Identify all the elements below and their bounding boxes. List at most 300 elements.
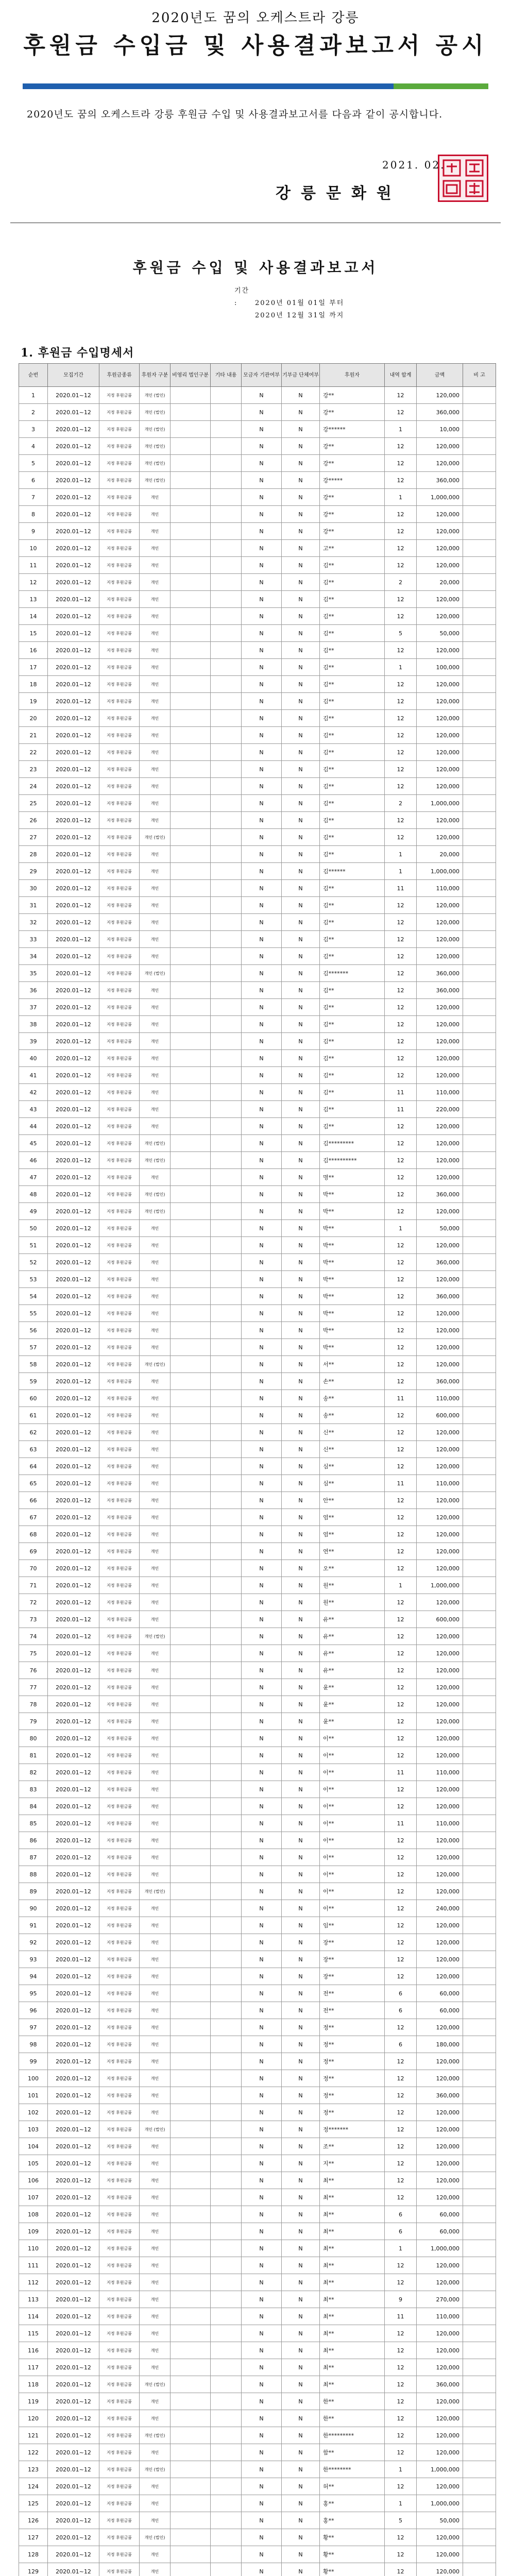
cell-donor: 강** <box>320 387 385 404</box>
cell-donor-kind: 개인 <box>140 2036 171 2053</box>
table-row <box>19 659 496 676</box>
cell-fundraiser: N <box>242 863 282 880</box>
cell-org-flag: N <box>282 2546 320 2563</box>
cell-donor-kind: 개인 <box>140 761 171 778</box>
cell-fundraiser: N <box>242 1407 282 1424</box>
cell-type: 지정 후원금품 <box>99 1849 140 1866</box>
cell-type: 지정 후원금품 <box>99 761 140 778</box>
cell-fundraiser: N <box>242 2087 282 2104</box>
cell-donor: 최** <box>320 2325 385 2342</box>
cell-count: 12 <box>385 727 417 744</box>
cell-count: 12 <box>385 1271 417 1288</box>
cell-nonprofit <box>171 948 211 965</box>
cell-donor-kind: 개인 <box>140 1305 171 1322</box>
cell-type: 지정 후원금품 <box>99 557 140 574</box>
cell-count: 1 <box>385 846 417 863</box>
cell-period: 2020.01~12 <box>48 914 99 931</box>
cell-org-flag: N <box>282 1662 320 1679</box>
cell-period: 2020.01~12 <box>48 1730 99 1747</box>
cell-index: 106 <box>19 2172 48 2189</box>
cell-type: 지정 후원금품 <box>99 2138 140 2155</box>
cell-amount: 120,000 <box>417 1696 463 1713</box>
cell-donor-kind: 개인 <box>140 2138 171 2155</box>
cell-org-flag: N <box>282 2274 320 2291</box>
cell-note <box>463 1050 496 1067</box>
cell-amount: 120,000 <box>417 2070 463 2087</box>
cell-org-flag: N <box>282 1203 320 1220</box>
cell-note <box>463 1611 496 1628</box>
cell-fundraiser: N <box>242 591 282 608</box>
cell-donor: 최** <box>320 2206 385 2223</box>
cell-donor: 박** <box>320 1186 385 1203</box>
cell-org-flag: N <box>282 1288 320 1305</box>
cell-fundraiser: N <box>242 1543 282 1560</box>
cell-index: 79 <box>19 1713 48 1730</box>
cell-note <box>463 897 496 914</box>
cell-period: 2020.01~12 <box>48 982 99 999</box>
cell-type: 지정 후원금품 <box>99 829 140 846</box>
cell-other <box>211 2308 242 2325</box>
cell-index: 123 <box>19 2461 48 2478</box>
cell-type: 지정 후원금품 <box>99 1577 140 1594</box>
cell-amount: 120,000 <box>417 1169 463 1186</box>
cell-index: 53 <box>19 1271 48 1288</box>
cell-period: 2020.01~12 <box>48 1033 99 1050</box>
cell-amount: 110,000 <box>417 1815 463 1832</box>
cell-donor: 서** <box>320 1356 385 1373</box>
table-row <box>19 2002 496 2019</box>
cell-note <box>463 2325 496 2342</box>
cell-note <box>463 914 496 931</box>
cell-amount: 120,000 <box>417 1458 463 1475</box>
cell-type: 지정 후원금품 <box>99 2410 140 2427</box>
cell-note <box>463 1679 496 1696</box>
cell-count: 6 <box>385 2206 417 2223</box>
cell-period: 2020.01~12 <box>48 1050 99 1067</box>
cell-org-flag: N <box>282 642 320 659</box>
cell-org-flag: N <box>282 1407 320 1424</box>
cell-fundraiser: N <box>242 1373 282 1390</box>
cell-donor: 김** <box>320 982 385 999</box>
cell-org-flag: N <box>282 472 320 489</box>
cell-fundraiser: N <box>242 2274 282 2291</box>
cell-count: 12 <box>385 1662 417 1679</box>
cell-donor-kind: 개인 (법인) <box>140 965 171 982</box>
cell-count: 1 <box>385 2240 417 2257</box>
cell-other <box>211 982 242 999</box>
cell-fundraiser: N <box>242 2155 282 2172</box>
cell-nonprofit <box>171 2563 211 2576</box>
table-row <box>19 1067 496 1084</box>
cell-fundraiser: N <box>242 795 282 812</box>
cell-index: 13 <box>19 591 48 608</box>
table-row <box>19 1288 496 1305</box>
cell-type: 지정 후원금품 <box>99 1713 140 1730</box>
cell-index: 57 <box>19 1339 48 1356</box>
cell-other <box>211 1934 242 1951</box>
cell-note <box>463 523 496 540</box>
cell-type: 지정 후원금품 <box>99 1220 140 1237</box>
cell-nonprofit <box>171 1441 211 1458</box>
cell-count: 12 <box>385 761 417 778</box>
cell-amount: 120,000 <box>417 1713 463 1730</box>
cell-donor-kind: 개인 <box>140 999 171 1016</box>
cell-org-flag: N <box>282 2155 320 2172</box>
cell-nonprofit <box>171 1679 211 1696</box>
cell-type: 지정 후원금품 <box>99 1815 140 1832</box>
cell-donor-kind: 개인 <box>140 1033 171 1050</box>
cell-type: 지정 후원금품 <box>99 863 140 880</box>
cell-period: 2020.01~12 <box>48 2189 99 2206</box>
cell-donor-kind: 개인 <box>140 1951 171 1968</box>
cell-fundraiser: N <box>242 1254 282 1271</box>
cell-donor: 정******* <box>320 2121 385 2138</box>
cell-index: 72 <box>19 1594 48 1611</box>
cell-other <box>211 1050 242 1067</box>
cell-nonprofit <box>171 1050 211 1067</box>
table-row <box>19 404 496 421</box>
cell-other <box>211 1526 242 1543</box>
cell-amount: 120,000 <box>417 438 463 455</box>
table-row <box>19 1254 496 1271</box>
cell-index: 20 <box>19 710 48 727</box>
cell-donor: 김** <box>320 1118 385 1135</box>
cell-other <box>211 1169 242 1186</box>
cell-other <box>211 574 242 591</box>
cell-amount: 120,000 <box>417 2053 463 2070</box>
cell-type: 지정 후원금품 <box>99 1611 140 1628</box>
cell-count: 12 <box>385 1832 417 1849</box>
cell-org-flag: N <box>282 2291 320 2308</box>
cell-fundraiser: N <box>242 2512 282 2529</box>
cell-type: 지정 후원금품 <box>99 523 140 540</box>
cell-index: 117 <box>19 2359 48 2376</box>
cell-amount: 120,000 <box>417 812 463 829</box>
cell-fundraiser: N <box>242 2444 282 2461</box>
cell-note <box>463 2376 496 2393</box>
cell-amount: 120,000 <box>417 387 463 404</box>
cell-count: 12 <box>385 1900 417 1917</box>
cell-donor-kind: 개인 <box>140 2206 171 2223</box>
cell-fundraiser: N <box>242 2019 282 2036</box>
cell-index: 105 <box>19 2155 48 2172</box>
cell-note <box>463 710 496 727</box>
cell-type: 지정 후원금품 <box>99 1424 140 1441</box>
cell-donor: 이** <box>320 1849 385 1866</box>
cell-type: 지정 후원금품 <box>99 1067 140 1084</box>
cell-index: 87 <box>19 1849 48 1866</box>
cell-count: 12 <box>385 1339 417 1356</box>
cell-type: 지정 후원금품 <box>99 1288 140 1305</box>
cell-donor: 김********* <box>320 1135 385 1152</box>
cell-period: 2020.01~12 <box>48 1781 99 1798</box>
cell-nonprofit <box>171 1084 211 1101</box>
cell-donor: 신** <box>320 1424 385 1441</box>
cell-count: 12 <box>385 2325 417 2342</box>
cell-amount: 120,000 <box>417 455 463 472</box>
cell-fundraiser: N <box>242 2359 282 2376</box>
cell-nonprofit <box>171 880 211 897</box>
cell-type: 지정 후원금품 <box>99 846 140 863</box>
cell-nonprofit <box>171 829 211 846</box>
cell-donor-kind: 개인 <box>140 2104 171 2121</box>
cell-period: 2020.01~12 <box>48 863 99 880</box>
cell-count: 1 <box>385 489 417 506</box>
cell-nonprofit <box>171 1696 211 1713</box>
cell-fundraiser: N <box>242 2376 282 2393</box>
cell-note <box>463 2512 496 2529</box>
cell-period: 2020.01~12 <box>48 1305 99 1322</box>
cell-type: 지정 후원금품 <box>99 1832 140 1849</box>
cell-nonprofit <box>171 999 211 1016</box>
cell-donor: 김** <box>320 744 385 761</box>
table-row <box>19 2240 496 2257</box>
cell-other <box>211 1781 242 1798</box>
cell-type: 지정 후원금품 <box>99 1730 140 1747</box>
cell-period: 2020.01~12 <box>48 2427 99 2444</box>
cell-type: 지정 후원금품 <box>99 897 140 914</box>
table-row <box>19 1118 496 1135</box>
cell-index: 28 <box>19 846 48 863</box>
cell-donor: 윤** <box>320 1696 385 1713</box>
table-row <box>19 2087 496 2104</box>
cell-nonprofit <box>171 1730 211 1747</box>
cell-type: 지정 후원금품 <box>99 1934 140 1951</box>
cell-type: 지정 후원금품 <box>99 1696 140 1713</box>
cell-other <box>211 2121 242 2138</box>
cell-nonprofit <box>171 591 211 608</box>
cell-fundraiser: N <box>242 1985 282 2002</box>
cell-amount: 110,000 <box>417 1475 463 1492</box>
cell-donor: 박** <box>320 1220 385 1237</box>
cell-org-flag: N <box>282 2036 320 2053</box>
cell-amount: 120,000 <box>417 1781 463 1798</box>
cell-count: 12 <box>385 2546 417 2563</box>
cell-index: 46 <box>19 1152 48 1169</box>
cell-donor: 정** <box>320 2053 385 2070</box>
cell-note <box>463 2189 496 2206</box>
notice-date: 2021. 02. <box>382 159 446 171</box>
cell-type: 지정 후원금품 <box>99 1237 140 1254</box>
cell-note <box>463 2546 496 2563</box>
table-row <box>19 982 496 999</box>
cell-other <box>211 2359 242 2376</box>
cell-donor: 이** <box>320 1798 385 1815</box>
cell-nonprofit <box>171 625 211 642</box>
cell-donor-kind: 개인 <box>140 557 171 574</box>
cell-donor-kind: 개인 (법인) <box>140 472 171 489</box>
cell-other <box>211 1407 242 1424</box>
cell-amount: 1,000,000 <box>417 2240 463 2257</box>
cell-other <box>211 2240 242 2257</box>
cell-org-flag: N <box>282 1339 320 1356</box>
cell-other <box>211 744 242 761</box>
table-row <box>19 2563 496 2576</box>
cell-period: 2020.01~12 <box>48 1135 99 1152</box>
cell-note <box>463 1696 496 1713</box>
cell-type: 지정 후원금품 <box>99 455 140 472</box>
cell-period: 2020.01~12 <box>48 1152 99 1169</box>
cell-count: 12 <box>385 1679 417 1696</box>
cell-nonprofit <box>171 1135 211 1152</box>
cell-period: 2020.01~12 <box>48 1203 99 1220</box>
cell-nonprofit <box>171 727 211 744</box>
cell-amount: 120,000 <box>417 1016 463 1033</box>
cell-period: 2020.01~12 <box>48 1798 99 1815</box>
cell-org-flag: N <box>282 1475 320 1492</box>
cell-note <box>463 2529 496 2546</box>
cell-other <box>211 421 242 438</box>
table-row <box>19 523 496 540</box>
cell-nonprofit <box>171 676 211 693</box>
cell-nonprofit <box>171 608 211 625</box>
cell-donor: 최** <box>320 2189 385 2206</box>
cell-nonprofit <box>171 1832 211 1849</box>
cell-org-flag: N <box>282 1322 320 1339</box>
cell-index: 80 <box>19 1730 48 1747</box>
cell-amount: 120,000 <box>417 557 463 574</box>
cell-index: 71 <box>19 1577 48 1594</box>
cell-type: 지정 후원금품 <box>99 1985 140 2002</box>
organization-name: 강릉문화원 <box>276 184 402 202</box>
cell-count: 12 <box>385 1033 417 1050</box>
cell-other <box>211 625 242 642</box>
cell-org-flag: N <box>282 1577 320 1594</box>
cell-type: 지정 후원금품 <box>99 489 140 506</box>
cell-type: 지정 후원금품 <box>99 727 140 744</box>
cell-count: 1 <box>385 863 417 880</box>
cell-donor-kind: 개인 <box>140 2444 171 2461</box>
cell-donor-kind: 개인 <box>140 1084 171 1101</box>
cell-count: 12 <box>385 914 417 931</box>
table-row <box>19 1611 496 1628</box>
cell-note <box>463 1968 496 1985</box>
table-row <box>19 880 496 897</box>
cell-other <box>211 1747 242 1764</box>
cell-org-flag: N <box>282 2325 320 2342</box>
cell-org-flag: N <box>282 1900 320 1917</box>
cell-count: 12 <box>385 999 417 1016</box>
cell-count: 12 <box>385 523 417 540</box>
cell-count: 12 <box>385 1458 417 1475</box>
table-row <box>19 1900 496 1917</box>
cell-nonprofit <box>171 1815 211 1832</box>
cell-nonprofit <box>171 2172 211 2189</box>
cell-donor: 최** <box>320 2359 385 2376</box>
cell-period: 2020.01~12 <box>48 387 99 404</box>
cell-donor-kind: 개인 (법인) <box>140 2529 171 2546</box>
cell-donor-kind: 개인 <box>140 2291 171 2308</box>
period-end: 2020년 12월 31일 까지 <box>255 312 345 319</box>
cell-type: 지정 후원금품 <box>99 1050 140 1067</box>
cell-type: 지정 후원금품 <box>99 1101 140 1118</box>
cell-other <box>211 1271 242 1288</box>
cell-note <box>463 2104 496 2121</box>
cell-amount: 120,000 <box>417 1934 463 1951</box>
cell-org-flag: N <box>282 1594 320 1611</box>
cell-fundraiser: N <box>242 625 282 642</box>
cell-nonprofit <box>171 387 211 404</box>
cell-fundraiser: N <box>242 1713 282 1730</box>
cell-period: 2020.01~12 <box>48 1169 99 1186</box>
cell-amount: 120,000 <box>417 2359 463 2376</box>
cell-index: 107 <box>19 2189 48 2206</box>
cell-org-flag: N <box>282 1186 320 1203</box>
cell-other <box>211 1203 242 1220</box>
cell-nonprofit <box>171 1254 211 1271</box>
cell-period: 2020.01~12 <box>48 2325 99 2342</box>
cell-index: 108 <box>19 2206 48 2223</box>
cell-count: 6 <box>385 1985 417 2002</box>
cell-donor: 강***** <box>320 472 385 489</box>
cell-fundraiser: N <box>242 2002 282 2019</box>
cell-nonprofit <box>171 1407 211 1424</box>
cell-nonprofit <box>171 1152 211 1169</box>
cell-org-flag: N <box>282 744 320 761</box>
cell-period: 2020.01~12 <box>48 2410 99 2427</box>
cell-amount: 120,000 <box>417 1628 463 1645</box>
cell-org-flag: N <box>282 795 320 812</box>
cell-amount: 270,000 <box>417 2291 463 2308</box>
cell-amount: 120,000 <box>417 2257 463 2274</box>
cell-note <box>463 2206 496 2223</box>
cell-period: 2020.01~12 <box>48 2070 99 2087</box>
cell-donor: 조** <box>320 2138 385 2155</box>
cell-nonprofit <box>171 931 211 948</box>
cell-amount: 240,000 <box>417 1900 463 1917</box>
cell-period: 2020.01~12 <box>48 2240 99 2257</box>
cell-donor-kind: 개인 <box>140 1679 171 1696</box>
cell-period: 2020.01~12 <box>48 2138 99 2155</box>
cell-org-flag: N <box>282 591 320 608</box>
cell-period: 2020.01~12 <box>48 897 99 914</box>
cell-donor-kind: 개인 <box>140 1254 171 1271</box>
table-row <box>19 1441 496 1458</box>
cell-donor-kind: 개인 <box>140 2359 171 2376</box>
cell-amount: 360,000 <box>417 1288 463 1305</box>
cell-donor: 정** <box>320 2087 385 2104</box>
cell-type: 지정 후원금품 <box>99 914 140 931</box>
cell-org-flag: N <box>282 557 320 574</box>
cell-note <box>463 2410 496 2427</box>
cell-period: 2020.01~12 <box>48 557 99 574</box>
cell-index: 93 <box>19 1951 48 1968</box>
cell-index: 7 <box>19 489 48 506</box>
cell-nonprofit <box>171 1594 211 1611</box>
cell-index: 114 <box>19 2308 48 2325</box>
table-row <box>19 812 496 829</box>
cell-donor-kind: 개인 <box>140 2546 171 2563</box>
cell-index: 120 <box>19 2410 48 2427</box>
cell-nonprofit <box>171 574 211 591</box>
cell-period: 2020.01~12 <box>48 1475 99 1492</box>
cell-nonprofit <box>171 965 211 982</box>
cell-note <box>463 1390 496 1407</box>
cell-donor-kind: 개인 (법인) <box>140 2121 171 2138</box>
table-row <box>19 1407 496 1424</box>
cell-donor-kind: 개인 (법인) <box>140 1186 171 1203</box>
cell-period: 2020.01~12 <box>48 2359 99 2376</box>
cell-amount: 60,000 <box>417 2223 463 2240</box>
col-header: 내역 합계 <box>385 364 417 387</box>
cell-org-flag: N <box>282 829 320 846</box>
cell-donor-kind: 개인 <box>140 625 171 642</box>
cell-org-flag: N <box>282 1441 320 1458</box>
cell-donor-kind: 개인 <box>140 727 171 744</box>
cell-fundraiser: N <box>242 557 282 574</box>
cell-note <box>463 1067 496 1084</box>
cell-donor-kind: 개인 <box>140 1492 171 1509</box>
